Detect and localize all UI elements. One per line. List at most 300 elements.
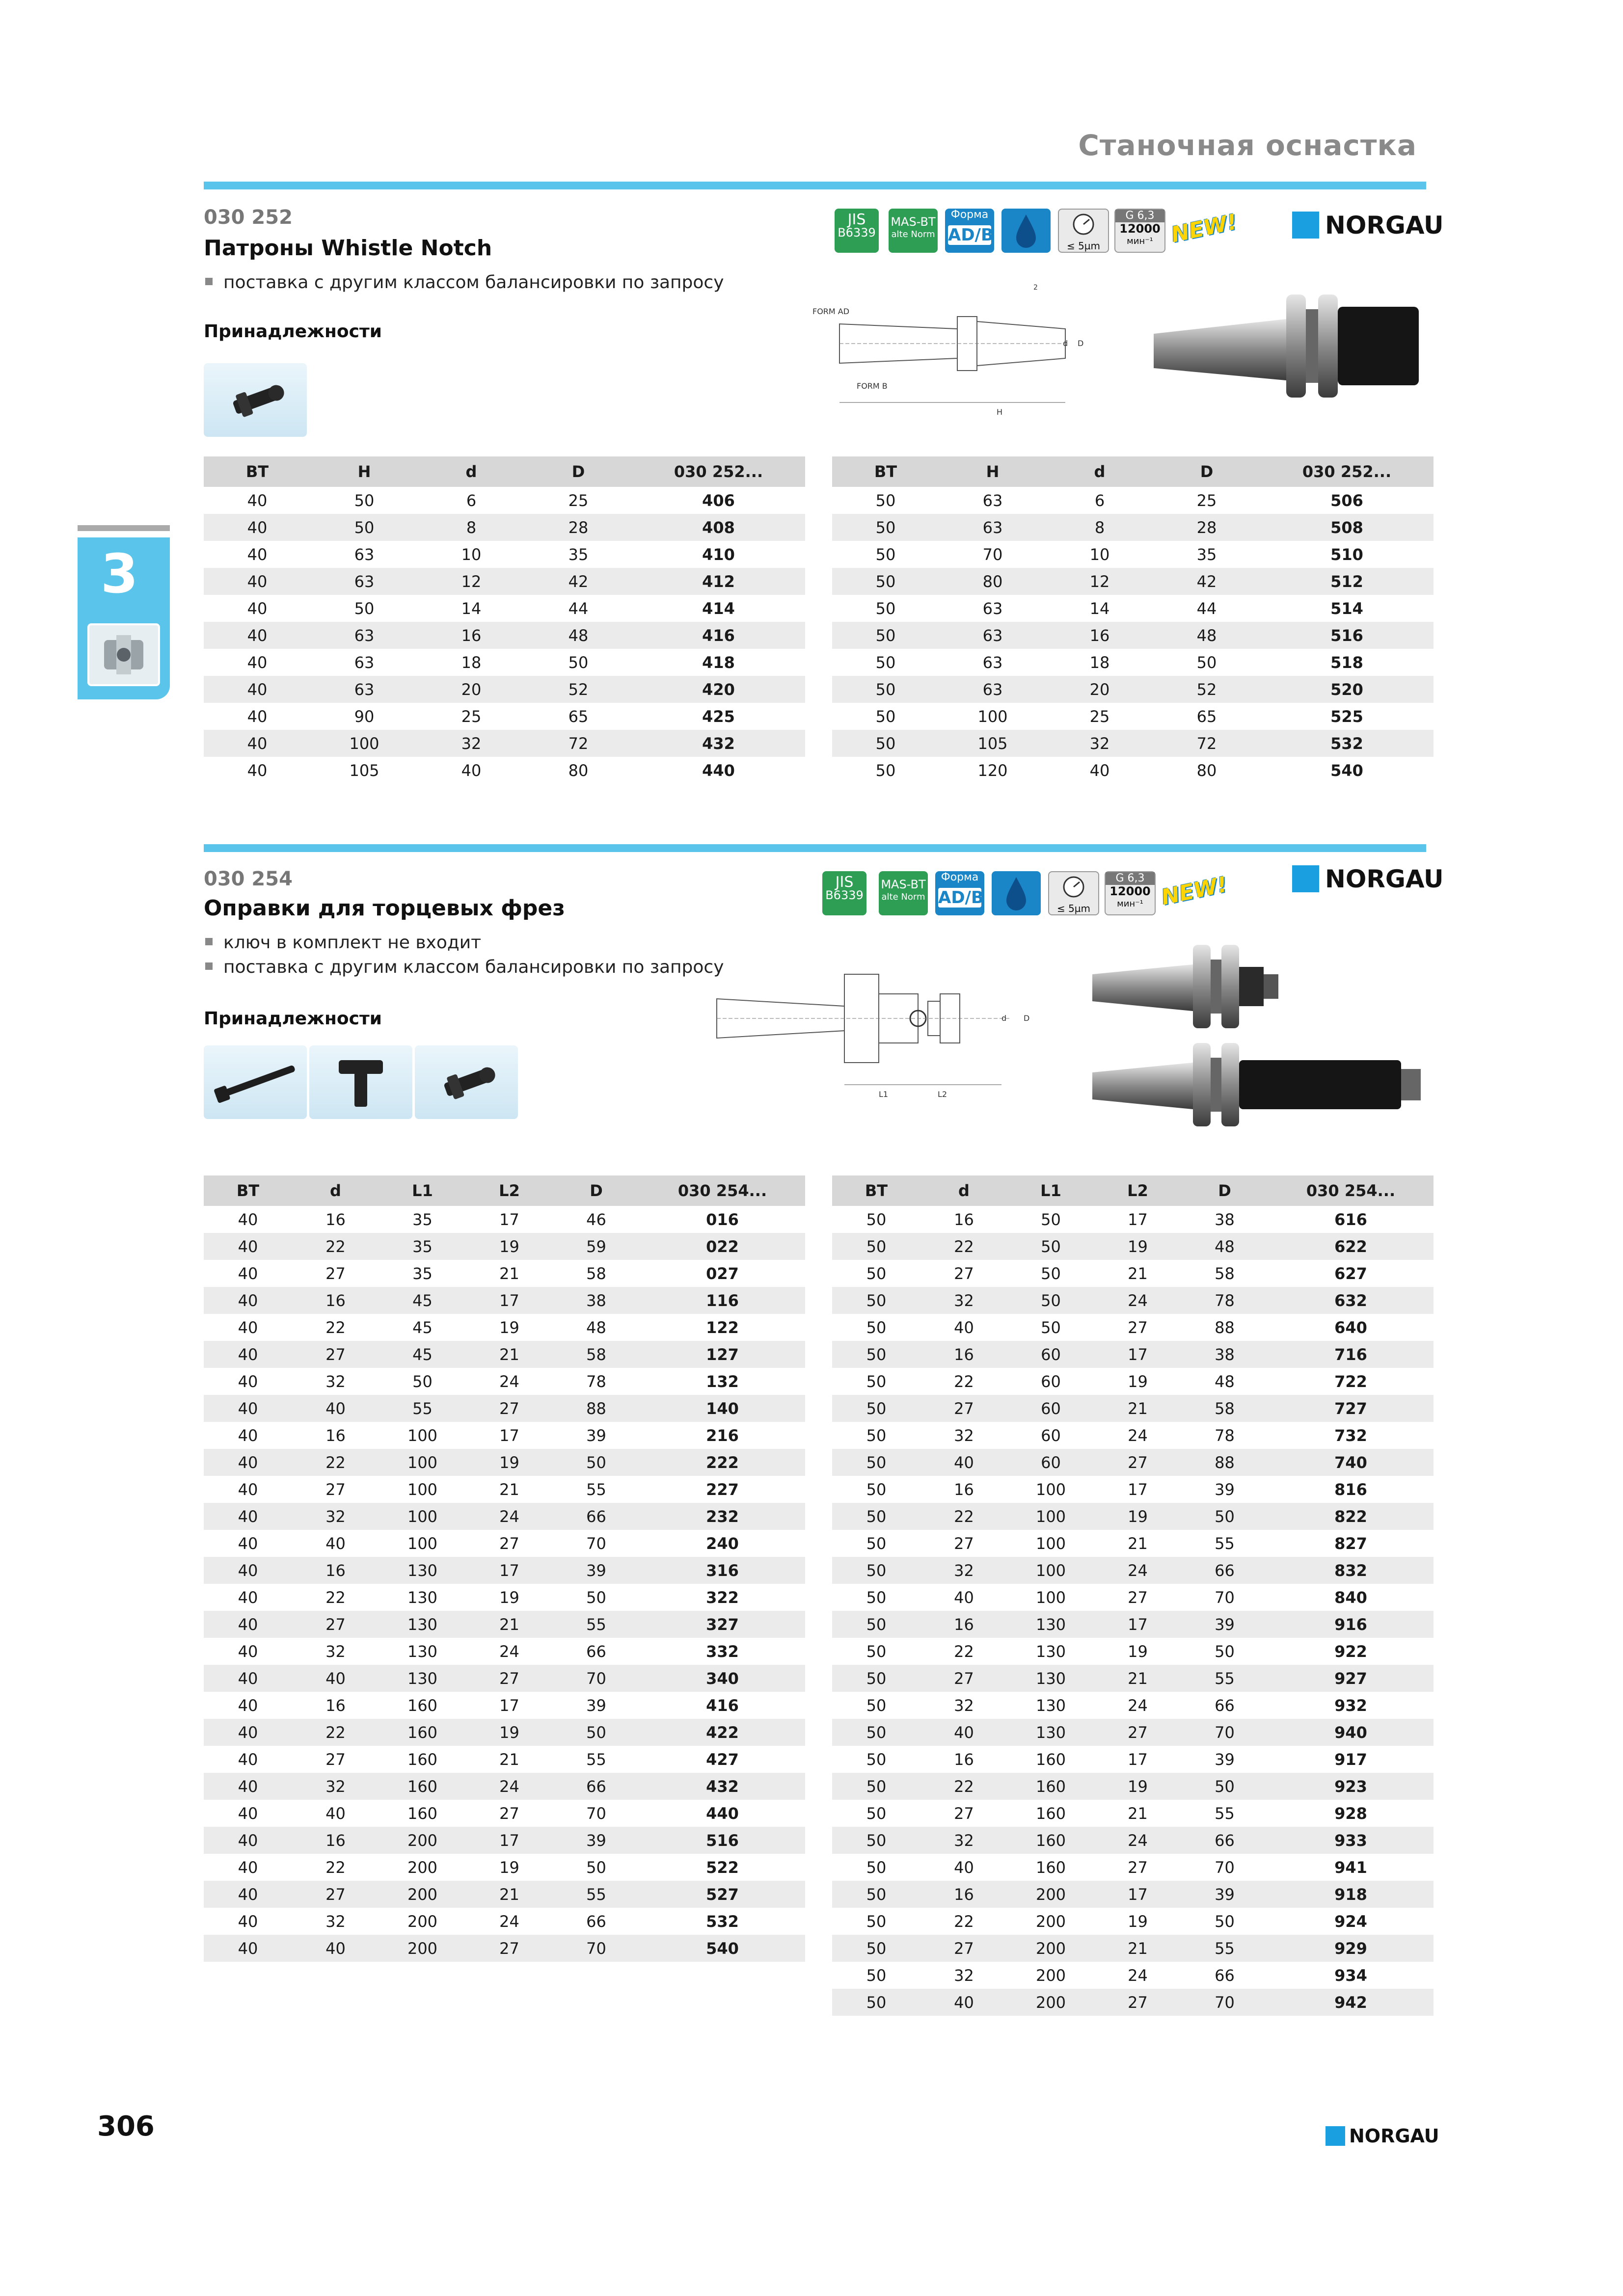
table-cell: 58 xyxy=(586,1264,606,1283)
table-cell: 25 xyxy=(1196,491,1217,510)
svg-text:D: D xyxy=(1078,339,1084,348)
table-row xyxy=(832,541,1434,568)
table-row xyxy=(832,1368,1434,1395)
table-cell: 16 xyxy=(292,1287,379,1314)
table-cell: 32 xyxy=(292,1503,379,1530)
table-row xyxy=(204,1692,805,1719)
article-number-cell: 942 xyxy=(1268,1989,1434,2016)
table-cell: 24 xyxy=(499,1642,519,1661)
table-cell: 24 xyxy=(1128,1426,1148,1445)
table-row xyxy=(832,1611,1434,1638)
table-cell: 60 xyxy=(1007,1449,1094,1476)
table-row xyxy=(204,1584,805,1611)
table-cell: 44 xyxy=(1196,599,1217,618)
table-cell: 65 xyxy=(568,707,589,726)
table-cell: 17 xyxy=(1128,1210,1148,1229)
table-cell: 72 xyxy=(525,730,632,757)
article-number-cell: 422 xyxy=(640,1719,805,1746)
table-cell: 16 xyxy=(325,1426,346,1445)
table-cell: 100 xyxy=(311,730,418,757)
table-cell: 40 xyxy=(204,1881,292,1908)
brand-square-icon xyxy=(1325,2126,1345,2146)
t-key-icon xyxy=(309,1045,412,1119)
new-badge: NEW! xyxy=(1169,209,1240,248)
table-cell: 80 xyxy=(568,761,589,780)
table-030254-bt50 xyxy=(832,1175,1434,2016)
table-cell: 160 xyxy=(407,1750,438,1769)
table-cell: 35 xyxy=(568,545,589,564)
table-cell: 45 xyxy=(412,1318,433,1337)
article-number-cell: 540 xyxy=(1330,761,1363,780)
table-row xyxy=(832,1341,1434,1368)
article-number-cell: 027 xyxy=(706,1264,739,1283)
table-cell: 32 xyxy=(418,730,525,757)
table-cell: 39 xyxy=(1215,1750,1235,1769)
article-number-cell: 416 xyxy=(632,622,805,649)
table-cell: 100 xyxy=(1007,1557,1094,1584)
table-cell: 6 xyxy=(1094,491,1105,510)
footer-brand-logo: NORGAU xyxy=(1325,2125,1439,2147)
table-cell: 50 xyxy=(1215,1912,1235,1931)
article-number-cell: 416 xyxy=(706,1696,739,1715)
table-cell: 40 xyxy=(247,653,268,672)
table-cell: 63 xyxy=(939,622,1046,649)
whistle-notch-holder-photo xyxy=(1144,275,1434,417)
column-header: BT xyxy=(832,456,939,487)
table-cell: 60 xyxy=(1007,1341,1094,1368)
table-cell: 60 xyxy=(1007,1395,1094,1422)
table-cell: 40 xyxy=(238,1372,258,1391)
bullet-square-icon xyxy=(205,278,213,285)
article-number-cell: 508 xyxy=(1260,514,1434,541)
table-cell: 40 xyxy=(238,1912,258,1931)
badge-mas-bt: MAS-BT alte Norm xyxy=(879,871,928,915)
table-cell: 200 xyxy=(379,1881,466,1908)
table-cell: 40 xyxy=(204,1665,292,1692)
table-cell: 55 xyxy=(586,1480,606,1499)
table-cell: 17 xyxy=(466,1827,553,1854)
table-cell: 70 xyxy=(1181,1719,1268,1746)
table-cell: 24 xyxy=(466,1773,553,1800)
table-row xyxy=(832,1503,1434,1530)
table-cell: 100 xyxy=(379,1503,466,1530)
badge-jis: JIS B6339 xyxy=(822,871,866,915)
table-cell: 130 xyxy=(1007,1719,1094,1746)
table-cell: 40 xyxy=(204,1827,292,1854)
table-row xyxy=(204,649,805,676)
table-cell: 160 xyxy=(1035,1858,1066,1877)
table-header-row xyxy=(204,456,805,487)
table-row xyxy=(832,622,1434,649)
bullet-square-icon xyxy=(205,962,213,970)
table-cell: 35 xyxy=(412,1264,433,1283)
table-cell: 27 xyxy=(1094,1989,1181,2016)
table-cell: 48 xyxy=(525,622,632,649)
table-cell: 58 xyxy=(553,1341,640,1368)
table-cell: 16 xyxy=(325,1696,346,1715)
table-cell: 40 xyxy=(238,1696,258,1715)
article-number-cell: 440 xyxy=(702,761,735,780)
table-cell: 72 xyxy=(1153,730,1260,757)
table-cell: 40 xyxy=(204,622,311,649)
table-cell: 39 xyxy=(553,1827,640,1854)
table-cell: 52 xyxy=(1153,676,1260,703)
table-row xyxy=(832,1881,1434,1908)
table-cell: 27 xyxy=(499,1534,519,1553)
table-cell: 50 xyxy=(866,1588,887,1607)
table-cell: 24 xyxy=(1094,1557,1181,1584)
table-030254-bt40 xyxy=(204,1175,805,1962)
table-cell: 39 xyxy=(1181,1611,1268,1638)
table-cell: 50 xyxy=(866,1966,887,1985)
table-cell: 120 xyxy=(977,761,1008,780)
table-row xyxy=(832,1719,1434,1746)
table-cell: 42 xyxy=(1153,568,1260,595)
article-number-cell: 722 xyxy=(1334,1372,1367,1391)
table-cell: 22 xyxy=(920,1503,1007,1530)
badge-form: Форма AD/B xyxy=(935,871,984,915)
article-number-cell: 518 xyxy=(1330,653,1363,672)
table-cell: 27 xyxy=(466,1935,553,1962)
table-cell: 90 xyxy=(354,707,375,726)
table-row xyxy=(832,1395,1434,1422)
article-number-cell: 923 xyxy=(1268,1773,1434,1800)
table-cell: 21 xyxy=(499,1264,519,1283)
table-cell: 50 xyxy=(866,1318,887,1337)
table-cell: 100 xyxy=(1035,1534,1066,1553)
table-row xyxy=(832,1773,1434,1800)
table-cell: 63 xyxy=(311,676,418,703)
bullet-item: ключ в комплект не входит xyxy=(205,933,481,953)
table-cell: 40 xyxy=(238,1804,258,1823)
table-cell: 52 xyxy=(525,676,632,703)
table-row xyxy=(204,1719,805,1746)
table-cell: 50 xyxy=(866,1696,887,1715)
table-header-row xyxy=(832,456,1434,487)
article-number-cell: 506 xyxy=(1330,491,1363,510)
table-cell: 27 xyxy=(325,1750,346,1769)
article-number-cell: 932 xyxy=(1334,1696,1367,1715)
table-cell: 32 xyxy=(920,1557,1007,1584)
section-rule-030252 xyxy=(204,182,1426,189)
table-cell: 16 xyxy=(418,622,525,649)
table-cell: 17 xyxy=(1094,1881,1181,1908)
table-cell: 50 xyxy=(832,1881,920,1908)
table-cell: 40 xyxy=(920,1719,1007,1746)
table-row xyxy=(204,757,805,784)
article-number-cell: 928 xyxy=(1334,1804,1367,1823)
article-number-cell: 929 xyxy=(1268,1935,1434,1962)
column-header: 030 252... xyxy=(1260,456,1434,487)
table-cell: 22 xyxy=(954,1912,974,1931)
article-number-cell: 127 xyxy=(640,1341,805,1368)
accessory-wrench-tile[interactable] xyxy=(204,1045,307,1119)
table-cell: 50 xyxy=(832,1287,920,1314)
table-cell: 25 xyxy=(461,707,482,726)
table-cell: 32 xyxy=(954,1696,974,1715)
table-row xyxy=(832,1962,1434,1989)
article-number-cell: 532 xyxy=(1260,730,1434,757)
table-cell: 80 xyxy=(1196,761,1217,780)
table-cell: 50 xyxy=(412,1372,433,1391)
table-cell: 17 xyxy=(1094,1611,1181,1638)
table-cell: 100 xyxy=(1035,1480,1066,1499)
article-number-cell: 418 xyxy=(702,653,735,672)
table-cell: 40 xyxy=(238,1210,258,1229)
table-cell: 35 xyxy=(379,1233,466,1260)
table-cell: 100 xyxy=(407,1480,438,1499)
table-cell: 32 xyxy=(325,1642,346,1661)
article-number-cell: 716 xyxy=(1268,1341,1434,1368)
table-cell: 16 xyxy=(292,1557,379,1584)
table-cell: 100 xyxy=(407,1534,438,1553)
table-cell: 55 xyxy=(553,1881,640,1908)
article-number-cell: 516 xyxy=(1260,622,1434,649)
table-cell: 50 xyxy=(875,491,896,510)
table-cell: 17 xyxy=(1128,1480,1148,1499)
table-cell: 45 xyxy=(379,1287,466,1314)
table-cell: 35 xyxy=(1196,545,1217,564)
column-header: d xyxy=(292,1175,379,1206)
table-cell: 40 xyxy=(238,1858,258,1877)
table-row xyxy=(204,568,805,595)
table-cell: 27 xyxy=(920,1935,1007,1962)
accessories-label: Принадлежности xyxy=(204,321,382,342)
column-header: L2 xyxy=(466,1175,553,1206)
table-cell: 32 xyxy=(292,1773,379,1800)
table-cell: 200 xyxy=(1007,1935,1094,1962)
table-cell: 25 xyxy=(1089,707,1110,726)
table-cell: 78 xyxy=(1181,1287,1268,1314)
table-cell: 160 xyxy=(407,1804,438,1823)
table-cell: 50 xyxy=(866,1372,887,1391)
table-cell: 50 xyxy=(832,1557,920,1584)
table-cell: 130 xyxy=(1007,1665,1094,1692)
table-cell: 60 xyxy=(1041,1372,1061,1391)
table-cell: 50 xyxy=(832,1827,920,1854)
article-number-cell: 540 xyxy=(640,1935,805,1962)
article-number-cell: 425 xyxy=(702,707,735,726)
table-cell: 66 xyxy=(1181,1827,1268,1854)
brand-logo: NORGAU xyxy=(1292,865,1444,894)
table-cell: 40 xyxy=(1089,761,1110,780)
table-row xyxy=(832,1233,1434,1260)
table-cell: 27 xyxy=(920,1665,1007,1692)
article-number-cell: 512 xyxy=(1260,568,1434,595)
article-number-cell: 227 xyxy=(706,1480,739,1499)
badge-balance: G 6,3 12000 мин⁻¹ xyxy=(1114,209,1165,253)
table-cell: 24 xyxy=(466,1503,553,1530)
article-number-cell: 322 xyxy=(706,1588,739,1607)
accessories-label: Принадлежности xyxy=(204,1009,382,1029)
table-cell: 105 xyxy=(349,761,379,780)
table-cell: 42 xyxy=(525,568,632,595)
table-cell: 200 xyxy=(379,1827,466,1854)
table-cell: 50 xyxy=(1215,1642,1235,1661)
column-header: d xyxy=(920,1175,1007,1206)
page-number: 306 xyxy=(97,2110,155,2142)
article-number-cell: 522 xyxy=(706,1858,739,1877)
brand-square-icon xyxy=(1292,865,1319,892)
table-cell: 40 xyxy=(204,676,311,703)
svg-text:L2: L2 xyxy=(938,1090,947,1099)
table-cell: 24 xyxy=(1094,1287,1181,1314)
table-row xyxy=(204,1341,805,1368)
table-cell: 27 xyxy=(1094,1719,1181,1746)
table-cell: 20 xyxy=(1046,676,1153,703)
table-cell: 8 xyxy=(1046,514,1153,541)
table-row xyxy=(832,1746,1434,1773)
table-row xyxy=(832,757,1434,784)
table-row xyxy=(204,1287,805,1314)
table-row xyxy=(832,1476,1434,1503)
table-cell: 48 xyxy=(586,1318,606,1337)
table-cell: 27 xyxy=(954,1264,974,1283)
table-cell: 63 xyxy=(939,676,1046,703)
page-header-title: Станочная оснастка xyxy=(1078,129,1417,162)
table-cell: 63 xyxy=(311,568,418,595)
accessory-pull-stud-tile[interactable] xyxy=(204,363,307,437)
table-cell: 27 xyxy=(292,1881,379,1908)
table-row xyxy=(832,1557,1434,1584)
table-cell: 50 xyxy=(553,1719,640,1746)
table-cell: 40 xyxy=(954,1858,974,1877)
table-cell: 48 xyxy=(1181,1233,1268,1260)
table-cell: 50 xyxy=(866,1750,887,1769)
table-cell: 66 xyxy=(1215,1966,1235,1985)
table-cell: 22 xyxy=(920,1773,1007,1800)
table-cell: 27 xyxy=(292,1341,379,1368)
table-cell: 50 xyxy=(586,1588,606,1607)
table-cell: 21 xyxy=(466,1611,553,1638)
table-cell: 63 xyxy=(982,491,1003,510)
table-cell: 32 xyxy=(920,1287,1007,1314)
table-cell: 10 xyxy=(461,545,482,564)
table-cell: 50 xyxy=(832,1341,920,1368)
table-030252-bt50 xyxy=(832,456,1434,784)
table-cell: 70 xyxy=(553,1935,640,1962)
table-cell: 19 xyxy=(499,1318,519,1337)
table-cell: 66 xyxy=(1181,1557,1268,1584)
table-cell: 27 xyxy=(1128,1318,1148,1337)
table-row xyxy=(204,1908,805,1935)
table-cell: 10 xyxy=(1089,545,1110,564)
accessory-pull-stud-tile[interactable] xyxy=(415,1045,518,1119)
table-cell: 12 xyxy=(418,568,525,595)
table-cell: 50 xyxy=(866,1210,887,1229)
table-cell: 39 xyxy=(553,1557,640,1584)
table-row xyxy=(832,1935,1434,1962)
column-header: L1 xyxy=(379,1175,466,1206)
table-cell: 200 xyxy=(1035,1912,1066,1931)
article-number-cell: 232 xyxy=(640,1503,805,1530)
table-cell: 50 xyxy=(1041,1264,1061,1283)
article-number-cell: 525 xyxy=(1330,707,1363,726)
table-cell: 40 xyxy=(247,599,268,618)
article-number-cell: 432 xyxy=(632,730,805,757)
table-cell: 160 xyxy=(407,1696,438,1715)
table-cell: 40 xyxy=(292,1935,379,1962)
table-cell: 27 xyxy=(325,1480,346,1499)
table-cell: 16 xyxy=(920,1881,1007,1908)
table-cell: 32 xyxy=(954,1426,974,1445)
column-header: BT xyxy=(832,1175,920,1206)
table-cell: 50 xyxy=(832,622,939,649)
table-row xyxy=(204,1314,805,1341)
article-number-cell: 917 xyxy=(1334,1750,1367,1769)
accessory-t-key-tile[interactable] xyxy=(309,1045,412,1119)
table-row xyxy=(832,1854,1434,1881)
article-number-cell: 414 xyxy=(702,599,735,618)
article-number-cell: 740 xyxy=(1268,1449,1434,1476)
table-cell: 35 xyxy=(412,1210,433,1229)
table-cell: 40 xyxy=(292,1395,379,1422)
table-cell: 8 xyxy=(418,514,525,541)
table-cell: 63 xyxy=(982,653,1003,672)
table-row xyxy=(204,1854,805,1881)
table-cell: 44 xyxy=(568,599,589,618)
table-cell: 40 xyxy=(920,1449,1007,1476)
table-cell: 19 xyxy=(466,1233,553,1260)
table-cell: 78 xyxy=(1215,1426,1235,1445)
article-number-cell: 116 xyxy=(640,1287,805,1314)
table-cell: 14 xyxy=(461,599,482,618)
table-cell: 50 xyxy=(832,1665,920,1692)
article-number-cell: 222 xyxy=(640,1449,805,1476)
table-cell: 22 xyxy=(292,1719,379,1746)
technical-drawing-face-mill-arbor xyxy=(707,955,1065,1112)
article-number-cell: 640 xyxy=(1334,1318,1367,1337)
table-cell: 200 xyxy=(379,1935,466,1962)
table-cell: 130 xyxy=(1007,1611,1094,1638)
table-row xyxy=(204,1395,805,1422)
table-cell: 40 xyxy=(954,1318,974,1337)
table-cell: 100 xyxy=(1007,1503,1094,1530)
table-row xyxy=(832,1449,1434,1476)
table-header-row xyxy=(832,1175,1434,1206)
table-cell: 16 xyxy=(920,1341,1007,1368)
table-cell: 38 xyxy=(553,1287,640,1314)
article-number-cell: 822 xyxy=(1268,1503,1434,1530)
article-number-cell: 840 xyxy=(1334,1588,1367,1607)
table-cell: 50 xyxy=(875,761,896,780)
table-cell: 50 xyxy=(866,1480,887,1499)
face-mill-arbor-photos xyxy=(1090,937,1434,1153)
table-cell: 24 xyxy=(1128,1966,1148,1985)
table-cell: 19 xyxy=(1128,1642,1148,1661)
article-number-cell: 132 xyxy=(706,1372,739,1391)
article-number-cell: 924 xyxy=(1334,1912,1367,1931)
table-cell: 63 xyxy=(982,599,1003,618)
chapter-tab-tool-icon xyxy=(87,623,160,686)
article-number-cell: 816 xyxy=(1334,1480,1367,1499)
table-cell: 63 xyxy=(354,653,375,672)
table-cell: 200 xyxy=(1035,1966,1066,1985)
table-cell: 48 xyxy=(1153,622,1260,649)
table-cell: 32 xyxy=(920,1827,1007,1854)
article-number-cell: 933 xyxy=(1268,1827,1434,1854)
table-cell: 160 xyxy=(1035,1750,1066,1769)
table-row xyxy=(204,1800,805,1827)
table-cell: 25 xyxy=(568,491,589,510)
table-cell: 27 xyxy=(1128,1588,1148,1607)
table-cell: 40 xyxy=(204,1503,292,1530)
table-cell: 50 xyxy=(311,514,418,541)
table-cell: 50 xyxy=(553,1449,640,1476)
table-cell: 55 xyxy=(1215,1534,1235,1553)
table-cell: 19 xyxy=(1128,1912,1148,1931)
table-row xyxy=(832,514,1434,541)
